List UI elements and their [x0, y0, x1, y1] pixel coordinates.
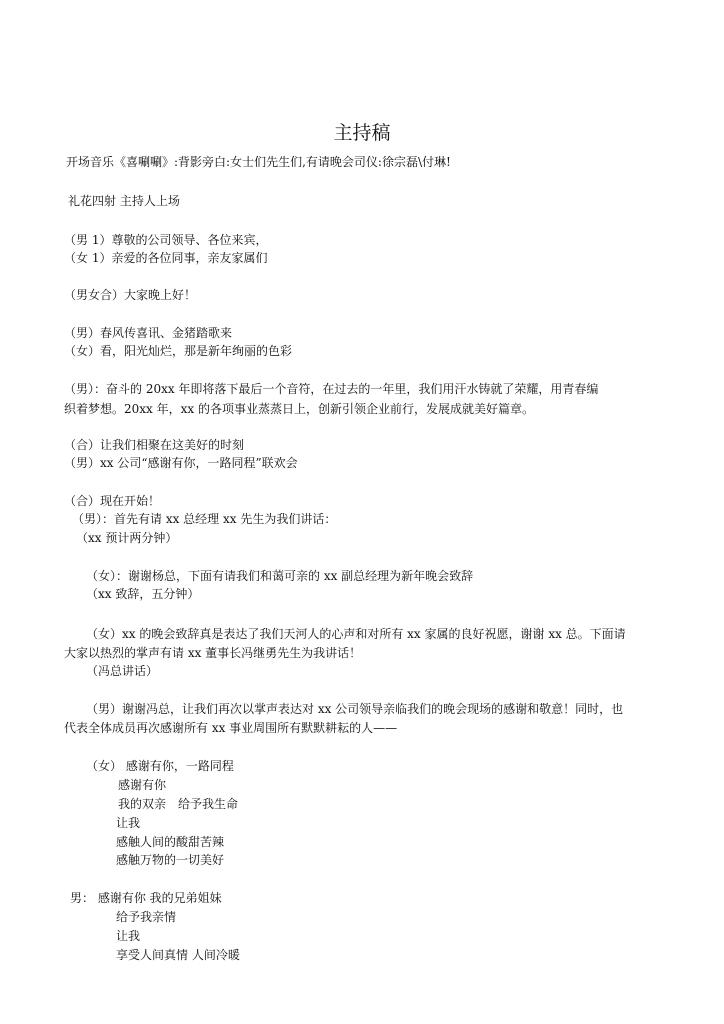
text-line: 大家以热烈的掌声有请 xx 董事长冯继勇先生为我讲话！ — [64, 646, 362, 660]
text-line: 让我 — [116, 929, 141, 943]
text-line: 感触人间的酸甜苦辣 — [116, 835, 225, 849]
text-line: 我的双亲 给予我生命 — [118, 797, 239, 811]
text-line: （男）谢谢冯总，让我们再次以掌声表达对 xx 公司领导亲临我们的晚会现场的感谢和敬意！同时，也 — [86, 702, 624, 716]
text-line: （男）xx 公司“感谢有你，一路同程”联欢会 — [64, 456, 298, 470]
text-line: （合）让我们相聚在这美好的时刻 — [64, 438, 245, 452]
text-line: 代表全体成员再次感谢所有 xx 事业周围所有默默耕耘的人—— — [64, 721, 398, 735]
text-line: 男： 感谢有你 我的兄弟姐妹 — [70, 891, 222, 905]
text-line: （男 1）尊敬的公司领导、各位来宾， — [64, 233, 268, 247]
text-line: （冯总讲话） — [86, 664, 159, 678]
text-line: （女 1）亲爱的各位同事，亲友家属们 — [64, 251, 268, 265]
text-line: （女） 感谢有你，一路同程 — [86, 759, 234, 773]
text-line: （xx 致辞，五分钟） — [86, 587, 200, 601]
text-line: （合）现在开始！ — [64, 494, 161, 508]
text-line: 开场音乐《喜唰唰》:背影旁白:女士们先生们,有请晚会司仪:徐宗磊\付琳! — [66, 155, 451, 169]
text-line: （男）：首先有请 xx 总经理 xx 先生为我们讲话： — [72, 512, 337, 526]
document-title: 主持稿 — [333, 122, 391, 144]
text-line: （女）xx 的晚会致辞真是表达了我们天河人的心声和对所有 xx 家属的良好祝愿，谢谢 xx 总。下面请 — [86, 627, 626, 641]
text-line: （男）春风传喜讯、金猪踏歌来 — [64, 326, 233, 340]
text-line: （男）：奋斗的 20xx 年即将落下最后一个音符，在过去的一年里，我们用汗水铸就了荣耀，用青春编 — [64, 382, 599, 396]
text-line: （男女合）大家晚上好！ — [64, 288, 197, 302]
text-line: 礼花四射 主持人上场 — [68, 194, 180, 208]
text-line: 让我 — [116, 816, 141, 830]
text-line: 享受人间真情 人间冷暖 — [116, 948, 240, 962]
text-line: 给予我亲情 — [116, 910, 177, 924]
text-line: 感谢有你 — [118, 778, 167, 792]
text-line: （女）：谢谢杨总，下面有请我们和蔼可亲的 xx 副总经理为新年晚会致辞 — [86, 569, 474, 583]
text-line: 感触万物的一切美好 — [116, 853, 225, 867]
text-line: （xx 预计两分钟） — [76, 531, 178, 545]
text-line: 织着梦想。20xx 年，xx 的各项事业蒸蒸日上，创新引领企业前行，发展成就美好篇章。 — [64, 402, 534, 416]
text-line: （女）看，阳光灿烂，那是新年绚丽的色彩 — [64, 344, 293, 358]
